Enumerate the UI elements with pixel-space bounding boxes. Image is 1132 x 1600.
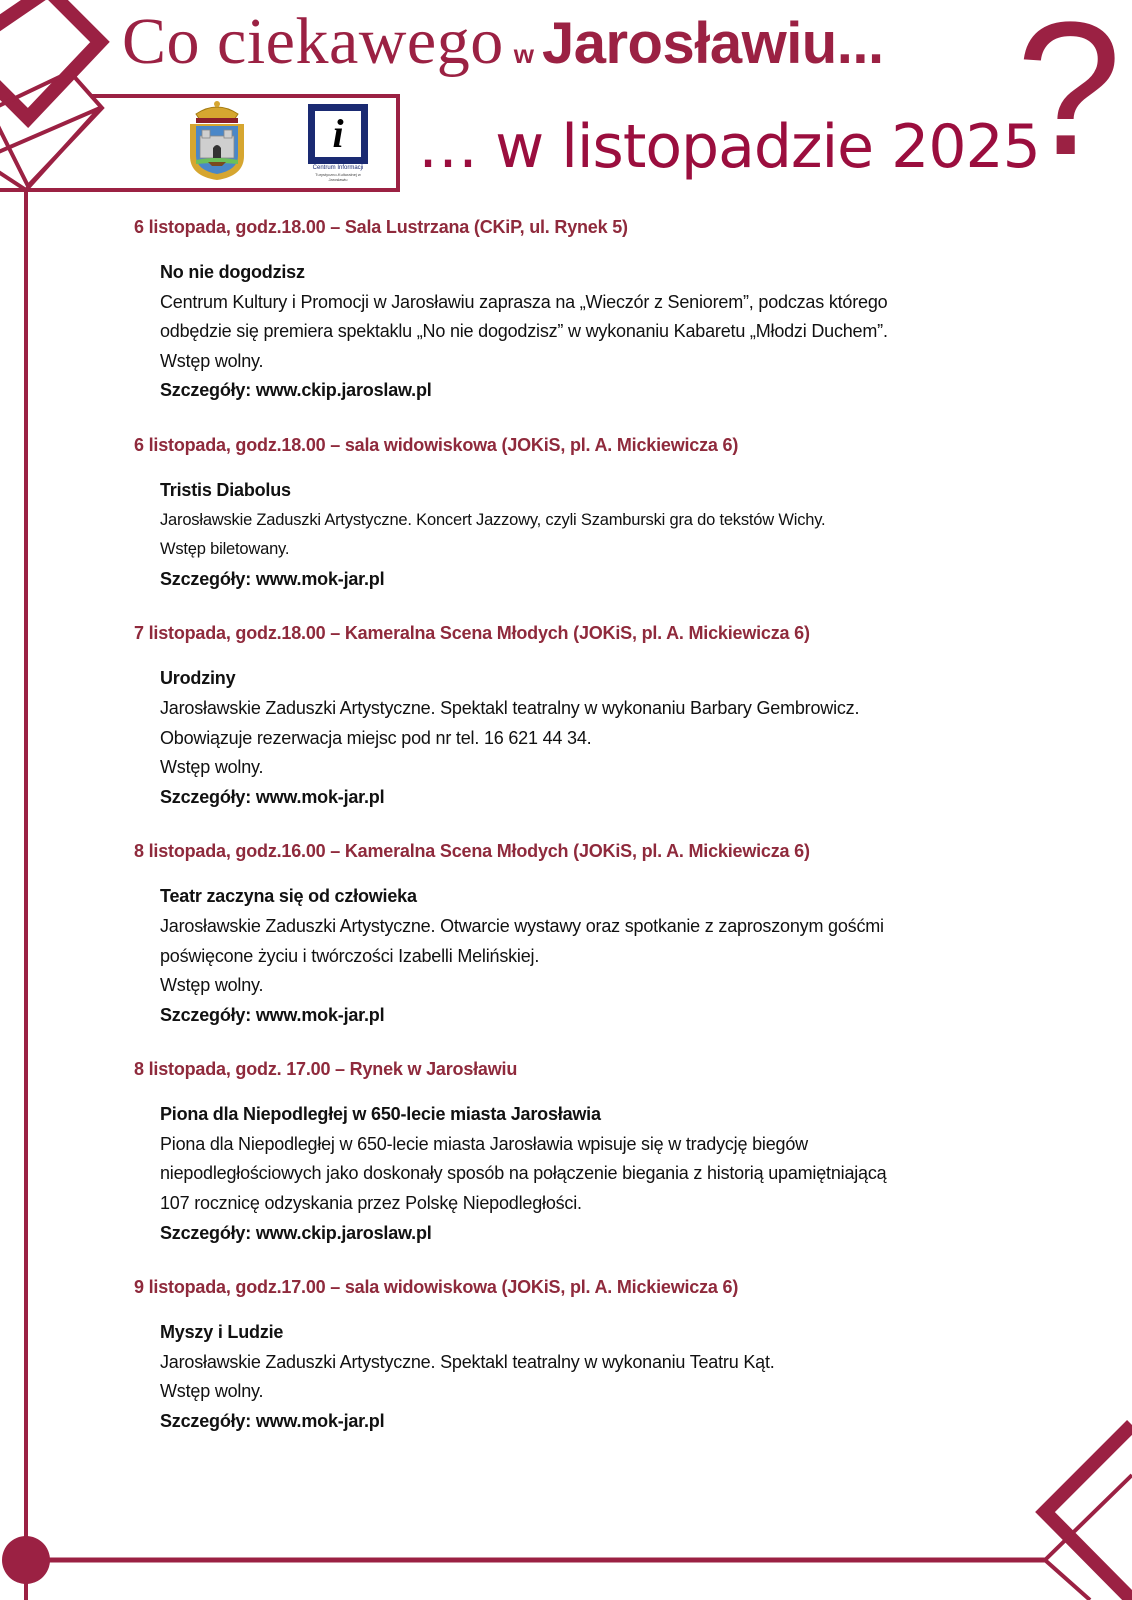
event-title: Urodziny bbox=[160, 668, 236, 689]
event-line: odbędzie się premiera spektaklu „No nie dogodzisz” w wykonaniu Kabaretu „Młodzi Duchem”. bbox=[160, 321, 888, 342]
info-subcaption: Turystyczno-Kulturalnej w Jarosławiu bbox=[315, 172, 361, 182]
title-w: w bbox=[513, 39, 534, 69]
question-mark-icon: ? bbox=[1016, 0, 1122, 195]
event-item bbox=[134, 838, 1034, 1030]
event-details-link[interactable]: Szczegóły: www.mok-jar.pl bbox=[160, 568, 385, 589]
event-line: Wstęp wolny. bbox=[160, 350, 264, 371]
event-body bbox=[160, 882, 1034, 1030]
event-line: niepodległościowych jako doskonały sposób na połączenie biegania z historią upamiętniającą bbox=[160, 1163, 887, 1184]
event-line: Jarosławskie Zaduszki Artystyczne. Spektakl teatralny w wykonaniu Barbary Gembrowicz. bbox=[160, 697, 860, 718]
chevron-thick bbox=[1045, 1425, 1132, 1600]
event-heading: 6 listopada, godz.18.00 – sala widowiskowa (JOKiS, pl. A. Mickiewicza 6) bbox=[134, 434, 739, 455]
event-line: Obowiązuje rezerwacja miejsc pod nr tel. 16 621 44 34. bbox=[160, 727, 592, 748]
event-line: Piona dla Niepodległej w 650-lecie miasta Jarosławia wpisuje się w tradycję biegów bbox=[160, 1133, 808, 1154]
info-caption: Centrum Informacji bbox=[312, 165, 364, 171]
event-details-link[interactable]: Szczegóły: www.mok-jar.pl bbox=[160, 786, 385, 807]
event-body bbox=[160, 476, 1034, 594]
bottom-left-dot bbox=[2, 1536, 50, 1584]
event-item bbox=[134, 1274, 1034, 1436]
event-heading: 7 listopada, godz.18.00 – Kameralna Scena Młodych (JOKiS, pl. A. Mickiewicza 6) bbox=[134, 623, 810, 644]
event-body bbox=[160, 1100, 1034, 1248]
diamond-outer bbox=[0, 108, 100, 190]
event-heading: 6 listopada, godz.18.00 – Sala Lustrzana (CKiP, ul. Rynek 5) bbox=[134, 217, 628, 237]
event-item bbox=[134, 432, 1034, 594]
info-center-logo bbox=[306, 104, 370, 184]
event-title: Teatr zaczyna się od człowieka bbox=[160, 886, 417, 907]
event-item bbox=[134, 1056, 1034, 1248]
event-line: Jarosławskie Zaduszki Artystyczne. Spektakl teatralny w wykonaniu Teatru Kąt. bbox=[160, 1351, 775, 1372]
title-part1: Co ciekawego bbox=[122, 5, 504, 78]
event-heading: 8 listopada, godz.16.00 – Kameralna Scena Młodych (JOKiS, pl. A. Mickiewicza 6) bbox=[134, 841, 810, 862]
event-line: poświęcone życiu i twórczości Izabelli Melińskiej. bbox=[160, 945, 540, 966]
event-title: No nie dogodzisz bbox=[160, 262, 305, 282]
events-list bbox=[134, 214, 1034, 1463]
event-body bbox=[160, 1318, 1034, 1436]
event-line: Jarosławskie Zaduszki Artystyczne. Koncert Jazzowy, czyli Szamburski gra do tekstów Wichy. bbox=[160, 510, 826, 529]
event-line: 107 rocznicę odzyskania przez Polskę Niepodległości. bbox=[160, 1193, 582, 1214]
event-title: Tristis Diabolus bbox=[160, 479, 291, 500]
event-item bbox=[134, 620, 1034, 812]
event-line: Jarosławskie Zaduszki Artystyczne. Otwarcie wystawy oraz spotkanie z zaproszonym gośćmi bbox=[160, 915, 884, 936]
event-heading: 9 listopada, godz.17.00 – sala widowiskowa (JOKiS, pl. A. Mickiewicza 6) bbox=[134, 1277, 739, 1298]
event-line: Wstęp wolny. bbox=[160, 757, 264, 778]
title-city: Jarosławiu... bbox=[541, 11, 884, 76]
event-body bbox=[160, 258, 1034, 406]
event-title: Piona dla Niepodległej w 650-lecie miasta Jarosławia bbox=[160, 1104, 601, 1125]
event-details-link[interactable]: Szczegóły: www.ckip.jaroslaw.pl bbox=[160, 1222, 432, 1243]
chevron-thin bbox=[1045, 1475, 1132, 1600]
event-line: Centrum Kultury i Promocji w Jarosławiu zaprasza na „Wieczór z Seniorem”, podczas którego bbox=[160, 291, 888, 312]
info-icon bbox=[308, 104, 368, 164]
event-line: Wstęp biletowany. bbox=[160, 540, 290, 559]
event-line: Wstęp wolny. bbox=[160, 975, 264, 996]
info-letter: i bbox=[315, 111, 361, 157]
event-item bbox=[134, 214, 1034, 406]
event-details-link[interactable]: Szczegóły: www.ckip.jaroslaw.pl bbox=[160, 380, 432, 401]
event-title: Myszy i Ludzie bbox=[160, 1322, 284, 1343]
page-subtitle: … w listopadzie 2025 bbox=[418, 112, 1040, 182]
diamond-thin bbox=[0, 72, 102, 186]
city-crest-icon bbox=[184, 98, 250, 182]
event-details-link[interactable]: Szczegóły: www.mok-jar.pl bbox=[160, 1411, 385, 1432]
page-title bbox=[122, 4, 884, 80]
event-line: Wstęp wolny. bbox=[160, 1381, 264, 1402]
event-details-link[interactable]: Szczegóły: www.mok-jar.pl bbox=[160, 1004, 385, 1025]
event-body bbox=[160, 664, 1034, 812]
diamond-thick bbox=[0, 0, 100, 118]
event-heading: 8 listopada, godz. 17.00 – Rynek w Jarosławiu bbox=[134, 1059, 518, 1080]
